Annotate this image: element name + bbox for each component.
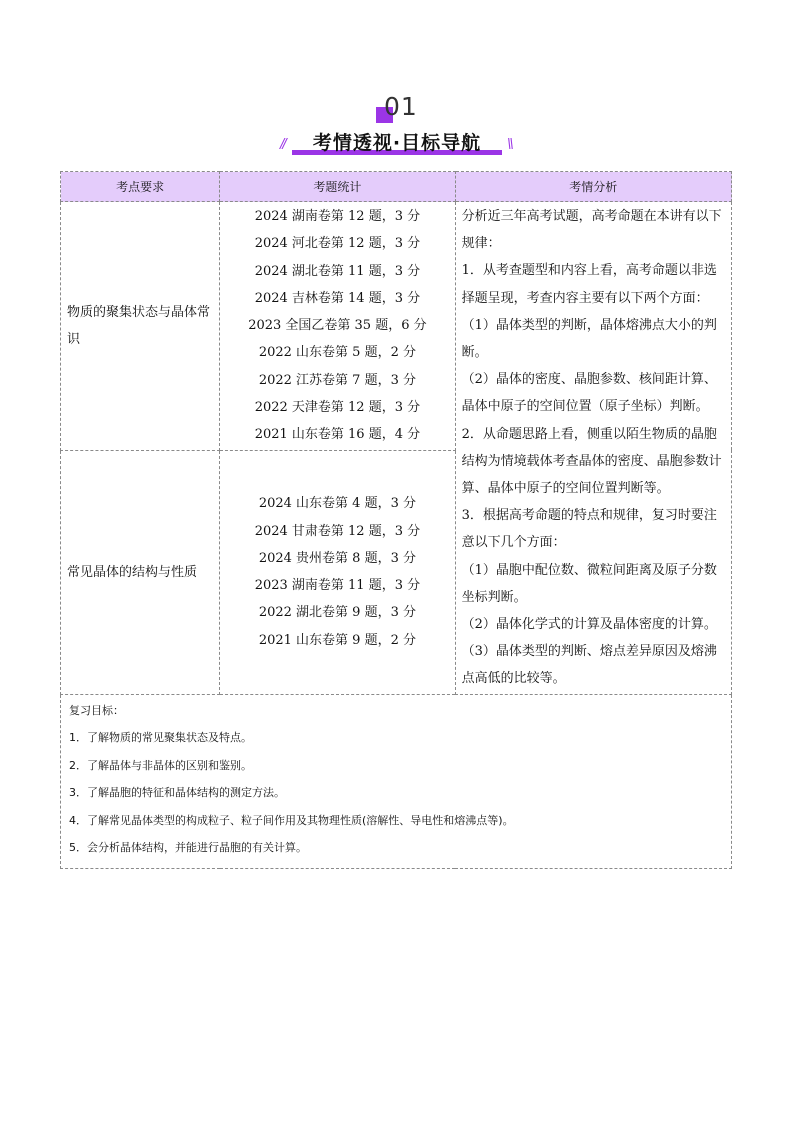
section-number — [376, 94, 436, 124]
stat-item: 2024 山东卷第 4 题，3 分 — [258, 496, 416, 512]
section-header — [0, 92, 794, 162]
header-analysis: 考情分析 — [455, 172, 731, 202]
analysis-line: （2）晶体化学式的计算及晶体密度的计算。 — [461, 617, 717, 633]
header-topic: 考点要求 — [61, 172, 220, 202]
section-number-text: 01 — [384, 92, 418, 121]
goals-title: 复习目标： — [69, 703, 124, 717]
analysis-line: 分析近三年高考试题，高考命题在本讲有以下规律： — [461, 209, 722, 252]
stat-item: 2024 吉林卷第 14 题，3 分 — [254, 290, 421, 306]
stat-item: 2022 山东卷第 5 题，2 分 — [258, 345, 416, 361]
stat-item: 2021 山东卷第 9 题，2 分 — [258, 632, 416, 648]
stat-item: 2024 贵州卷第 8 题，3 分 — [258, 550, 416, 566]
stat-item: 2024 湖南卷第 12 题，3 分 — [254, 209, 421, 224]
stats-cell — [220, 450, 455, 694]
stat-item: 2024 河北卷第 12 题，3 分 — [254, 236, 421, 252]
decor-slash-right: \\ — [507, 137, 512, 152]
section-title: 考情透视·目标导航 — [312, 132, 482, 154]
topic-cell: 常见晶体的结构与性质 — [61, 450, 220, 694]
header-stats: 考题统计 — [220, 172, 455, 202]
table-row — [61, 202, 732, 451]
analysis-line: 1．从考查题型和内容上看，高考命题以非选择题呈现，考查内容主要有以下两个方面： — [461, 263, 717, 306]
goal-item: 4．了解常见晶体类型的构成粒子、粒子间作用及其物理性质(溶解性、导电性和熔沸点等)。 — [69, 813, 514, 827]
stat-item: 2023 全国乙卷第 35 题，6 分 — [248, 318, 427, 334]
goals-row — [61, 694, 732, 868]
stat-item: 2022 湖北卷第 9 题，3 分 — [258, 605, 416, 621]
goal-item: 3．了解晶胞的特征和晶体结构的测定方法。 — [69, 786, 285, 800]
analysis-line: 2．从命题思路上看，侧重以陌生物质的晶胞结构为情境载体考查晶体的密度、晶胞参数计算、晶体中原子的空间位置判断等。 — [461, 426, 722, 497]
goal-item: 1．了解物质的常见聚集状态及特点。 — [69, 731, 252, 745]
goal-item: 5．会分析晶体结构，并能进行晶胞的有关计算。 — [69, 841, 307, 855]
stats-cell — [220, 202, 455, 451]
exam-analysis-table — [60, 171, 732, 869]
table-header-row — [61, 172, 732, 202]
stat-item: 2024 湖北卷第 11 题，3 分 — [254, 263, 421, 279]
goals-cell — [61, 694, 732, 868]
stat-item: 2022 天津卷第 12 题，3 分 — [254, 400, 421, 416]
analysis-line: （3）晶体类型的判断、熔点差异原因及熔沸点高低的比较等。 — [461, 644, 717, 687]
stat-item: 2024 甘肃卷第 12 题，3 分 — [254, 523, 421, 539]
stat-item: 2021 山东卷第 16 题，4 分 — [254, 427, 421, 443]
analysis-cell — [455, 202, 731, 695]
goal-item: 2．了解晶体与非晶体的区别和鉴别。 — [69, 758, 252, 772]
analysis-line: 3．根据高考命题的特点和规律，复习时要注意以下几个方面： — [461, 508, 717, 551]
analysis-line: （2）晶体的密度、晶胞参数、核间距计算、晶体中原子的空间位置（原子坐标）判断。 — [461, 372, 717, 415]
analysis-line: （1）晶胞中配位数、微粒间距离及原子分数坐标判断。 — [461, 562, 717, 605]
stat-item: 2022 江苏卷第 7 题，3 分 — [258, 372, 416, 388]
analysis-line: （1）晶体类型的判断，晶体熔沸点大小的判断。 — [461, 317, 717, 361]
stat-item: 2023 湖南卷第 11 题，3 分 — [254, 578, 421, 594]
topic-cell: 物质的聚集状态与晶体常识 — [61, 202, 220, 451]
decor-slash-left: // — [280, 137, 285, 152]
